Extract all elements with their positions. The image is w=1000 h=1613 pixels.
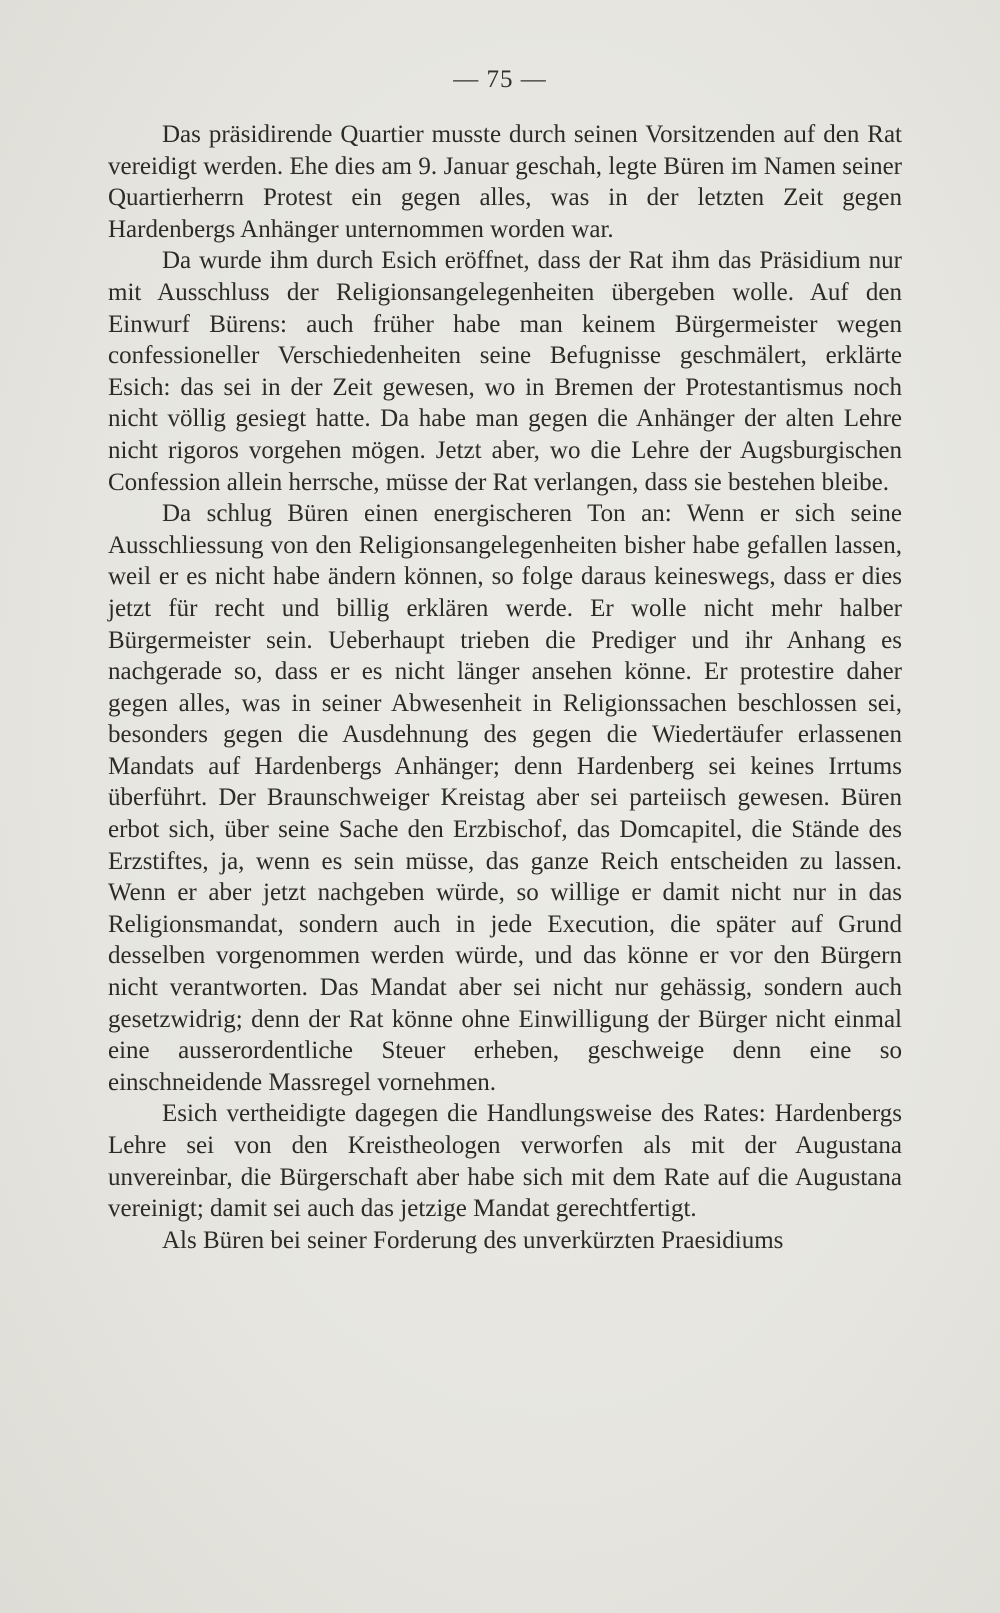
paragraph-2: Da wurde ihm durch Esich eröffnet, dass der Rat ihm das Präsidium nur mit Ausschluss der Religionsangelegenheiten übergeben wolle. Auf den Einwurf Bürens: auch früher habe man keinem Bürgermeister wegen confessioneller Verschiedenheiten seine Befugnisse geschmälert, erklärte Esich: das sei in der Zeit gewesen, wo in Bremen der Protestantismus noch nicht völlig gesiegt hatte. Da habe man gegen die Anhänger der alten Lehre nicht rigoros vorgehen mögen. Jetzt aber, wo die Lehre der Augsburgischen Confession allein herrsche, müsse der Rat verlangen, dass sie bestehen bleibe.: [108, 247, 902, 496]
paragraph-3: Da schlug Büren einen energischeren Ton an: Wenn er sich seine Ausschliessung von den Religionsangelegenheiten bisher habe gefallen lassen, weil er es nicht habe ändern können, so folge daraus keineswegs, dass er dies jetzt für recht und billig erklären werde. Er wolle nicht mehr halber Bürgermeister sein. Ueberhaupt trieben die Prediger und ihr Anhang es nachgerade so, dass er es nicht länger ansehen könne. Er protestire daher gegen alles, was in seiner Abwesenheit in Religionssachen beschlossen sei, besonders gegen die Ausdehnung des gegen die Wiedertäufer erlassenen Mandats auf Hardenbergs Anhänger; denn Hardenberg sei keines Irrtums überführt. Der Braunschweiger Kreistag aber sei parteiisch gewesen. Büren erbot sich, über seine Sache den Erzbischof, das Domcapitel, die Stände des Erzstiftes, ja, wenn es sein müsse, das ganze Reich entscheiden zu lassen. Wenn er aber jetzt nachgeben würde, so willige er damit nicht nur in das Religionsmandat, sondern auch in jede Execution, die später auf Grund desselben vorgenommen werden würde, und das könne er vor den Bürgern nicht verantworten. Das Mandat aber sei nicht nur gehässig, sondern auch gesetzwidrig; denn der Rat könne ohne Einwilligung der Bürger nicht einmal eine ausserordentliche Steuer erheben, geschweige denn eine so einschneidende Massregel vornehmen.: [108, 500, 902, 1096]
paragraph-5: Als Büren bei seiner Forderung des unverkürzten Praesidiums: [162, 1226, 784, 1254]
page-number: — 75 —: [453, 66, 547, 93]
paragraph-4: Esich vertheidigte dagegen die Handlungsweise des Rates: Hardenbergs Lehre sei von den Kreistheologen verworfen als mit der Augustana unvereinbar, die Bürgerschaft aber habe sich mit dem Rate auf die Augustana vereinigt; damit sei auch das jetzige Mandat gerechtfertigt.: [108, 1100, 902, 1223]
paragraph-1: Das präsidirende Quartier musste durch seinen Vorsitzenden auf den Rat vereidigt werden. Ehe dies am 9. Januar geschah, legte Büren im Namen seiner Quartierherrn Protest ein gegen alles, was in der letzten Zeit gegen Hardenbergs Anhänger unternommen worden war.: [108, 121, 902, 243]
body-text: [108, 119, 902, 1256]
